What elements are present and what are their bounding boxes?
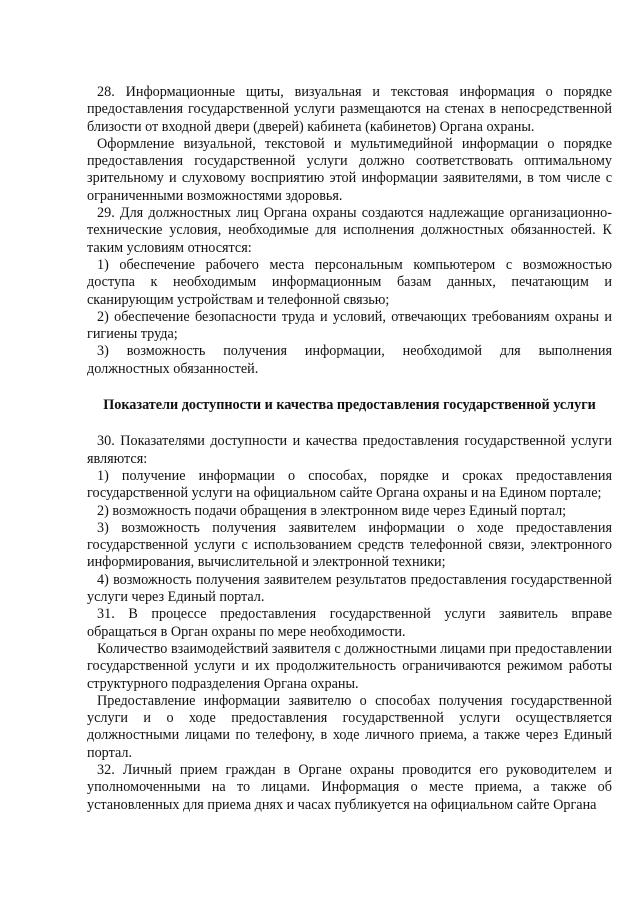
document-page	[87, 84, 612, 814]
list-item-29-1: 1) обеспечение рабочего места персональным компьютером с возможностью доступа к необходимым информационным базам данных, печатающим и сканирующим устройствам и телефонной связью;	[87, 256, 612, 308]
list-item-29-2: 2) обеспечение безопасности труда и условий, отвечающих требованиям охраны и гигиены труда;	[87, 308, 612, 343]
spacer	[87, 414, 612, 433]
paragraph-32: 32. Личный прием граждан в Органе охраны проводится его руководителем и уполномоченными на то лицами. Информация о месте приема, а также об установленных для приема днях и часах публикуется на официальном сайте Органа	[87, 761, 612, 813]
paragraph-30: 30. Показателями доступности и качества предоставления государственной услуги являются:	[87, 433, 612, 467]
list-item-29-3: 3) возможность получения информации, необходимой для выполнения должностных обязанностей.	[87, 343, 612, 377]
paragraph-info-provision: Предоставление информации заявителю о способах получения государственной услуги и о ходе предоставления государственной услуги осуществляется должностными лицами по телефону, в ходе личного приема, а также через Единый портал.	[87, 692, 612, 761]
list-item-30-2: 2) возможность подачи обращения в электронном виде через Единый портал;	[97, 502, 567, 519]
list-item-30-4: 4) возможность получения заявителем результатов предоставления государственной услуги через Единый портал.	[87, 571, 612, 606]
list-item-30-1: 1) получение информации о способах, порядке и сроках предоставления государственной услуги на официальном сайте Органа охраны и на Едином портале;	[87, 467, 612, 502]
section-heading: Показатели доступности и качества предоставления государственной услуги	[103, 397, 596, 414]
paragraph-visual-info: Оформление визуальной, текстовой и мультимедийной информации о порядке предоставления государственной услуги должно соответствовать оптимальному зрительному и слуховому восприятию этой информации заявителями, в том числе с ограниченными возможностями здоровья.	[87, 135, 612, 204]
paragraph-29: 29. Для должностных лиц Органа охраны создаются надлежащие организационно-технические условия, необходимые для исполнения должностных обязанностей. К таким условиям относятся:	[87, 205, 612, 256]
spacer	[87, 378, 612, 397]
list-item-30-3: 3) возможность получения заявителем информации о ходе предоставления государственной услуги с использованием средств телефонной связи, электронного информирования, вычислительной и электронной техники;	[87, 519, 612, 571]
paragraph-31: 31. В процессе предоставления государственной услуги заявитель вправе обращаться в Орган охраны по мере необходимости.	[87, 606, 612, 640]
paragraph-interactions: Количество взаимодействий заявителя с должностными лицами при предоставлении государственной услуги и их продолжительность ограничиваются режимом работы структурного подразделения Органа охраны.	[87, 640, 612, 692]
paragraph-28: 28. Информационные щиты, визуальная и текстовая информация о порядке предоставления государственной услуги размещаются на стенах в непосредственной близости от входной двери (дверей) кабинета (кабинетов) Органа охраны.	[87, 84, 612, 135]
